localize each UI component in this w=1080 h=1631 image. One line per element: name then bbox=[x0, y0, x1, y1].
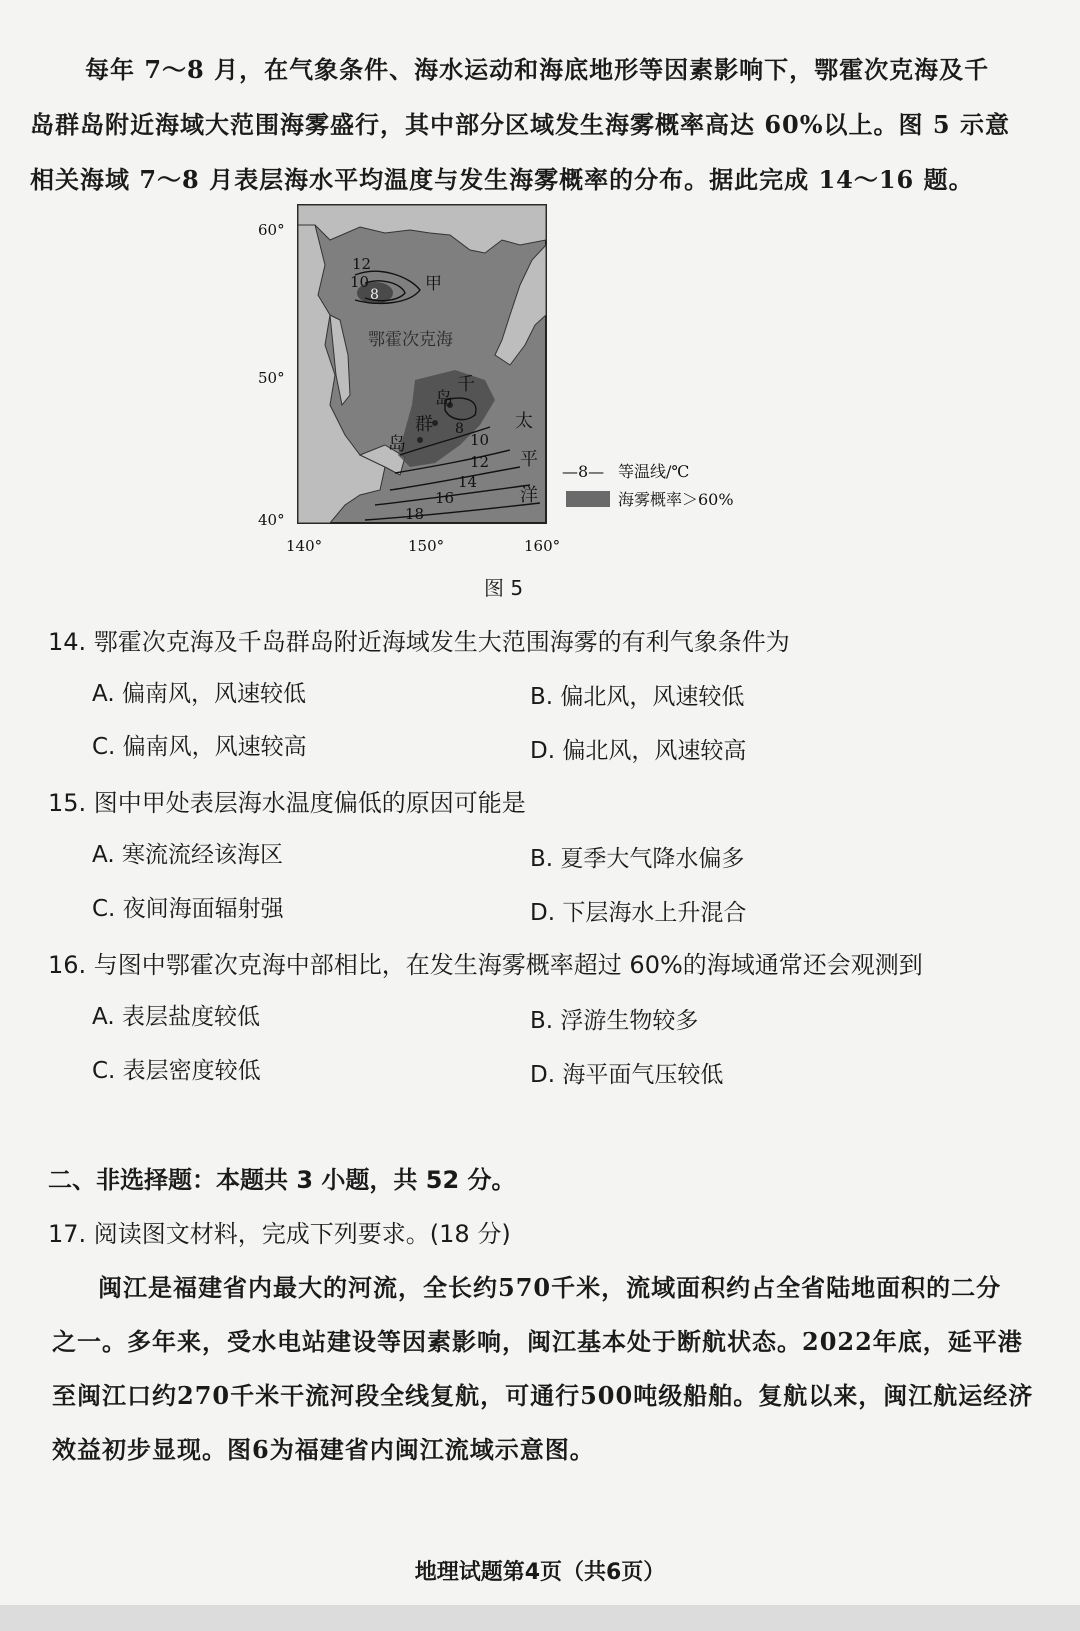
legend-fog-swatch bbox=[566, 491, 610, 507]
q17-line-2: 之一。多年来，受水电站建设等因素影响，闽江基本处于断航状态。2022年底，延平港 bbox=[52, 1327, 1023, 1356]
isotherm-label: 12 bbox=[352, 255, 372, 273]
island-char: 岛 bbox=[435, 389, 453, 410]
isotherm-label: 10 bbox=[470, 431, 490, 449]
q15-option-c: C. 夜间海面辐射强 bbox=[92, 896, 284, 922]
q15-option-d: D. 下层海水上升混合 bbox=[530, 900, 747, 926]
ocean-char: 平 bbox=[520, 449, 538, 470]
lat-label: 50° bbox=[258, 369, 285, 387]
isotherm-label: 16 bbox=[435, 489, 455, 507]
isotherm-label: 8 bbox=[455, 421, 464, 437]
ocean-char: 洋 bbox=[520, 485, 538, 506]
q14-option-d: D. 偏北风，风速较高 bbox=[530, 738, 747, 764]
isotherm-label: 14 bbox=[458, 473, 478, 491]
q16-option-a: A. 表层盐度较低 bbox=[92, 1004, 260, 1030]
q14-option-c: C. 偏南风，风速较高 bbox=[92, 734, 307, 760]
question-15-stem: 15. 图中甲处表层海水温度偏低的原因可能是 bbox=[48, 789, 526, 817]
island-char: 千 bbox=[457, 374, 475, 395]
kuril-island-dot bbox=[417, 437, 423, 443]
island-char: 群 bbox=[415, 414, 433, 435]
lon-label: 160° bbox=[524, 537, 561, 555]
ocean-char: 太 bbox=[515, 411, 533, 432]
isotherm-label: 8 bbox=[370, 287, 379, 303]
sea-name-okhotsk: 鄂霍次克海 bbox=[368, 330, 453, 350]
island-char: 岛 bbox=[388, 434, 406, 455]
figure-5-map bbox=[258, 205, 790, 580]
intro-line-1: 每年 7～8 月，在气象条件、海水运动和海底地形等因素影响下，鄂霍次克海及千 bbox=[85, 55, 990, 84]
lat-label: 60° bbox=[258, 221, 285, 239]
lon-label: 140° bbox=[286, 537, 323, 555]
isotherm-label: 10 bbox=[350, 273, 370, 291]
q15-option-a: A. 寒流流经该海区 bbox=[92, 842, 283, 868]
q16-option-c: C. 表层密度较低 bbox=[92, 1058, 261, 1084]
q16-option-d: D. 海平面气压较低 bbox=[530, 1062, 724, 1088]
legend-fog-label: 海雾概率＞60% bbox=[618, 490, 734, 509]
q14-option-b: B. 偏北风，风速较低 bbox=[530, 684, 745, 710]
q16-option-b: B. 浮游生物较多 bbox=[530, 1008, 699, 1034]
section-2-heading: 二、非选择题：本题共 3 小题，共 52 分。 bbox=[48, 1166, 516, 1194]
question-16-stem: 16. 与图中鄂霍次克海中部相比，在发生海雾概率超过 60%的海域通常还会观测到 bbox=[48, 951, 923, 979]
page-footer: 地理试题第4页（共6页） bbox=[414, 1560, 666, 1585]
isotherm-label: 12 bbox=[470, 453, 490, 471]
scan-bottom-edge bbox=[0, 1605, 1080, 1631]
isotherm-label: 18 bbox=[405, 505, 425, 523]
q14-option-a: A. 偏南风，风速较低 bbox=[92, 681, 306, 707]
question-14-stem: 14. 鄂霍次克海及千岛群岛附近海域发生大范围海雾的有利气象条件为 bbox=[48, 628, 790, 656]
map-svg bbox=[258, 205, 790, 580]
q17-line-3: 至闽江口约270千米干流河段全线复航，可通行500吨级船舶。复航以来，闽江航运经济 bbox=[52, 1381, 1034, 1410]
legend-isotherm-symbol: —8— bbox=[562, 462, 605, 481]
figure-caption: 图 5 bbox=[484, 576, 524, 600]
q17-line-1: 闽江是福建省内最大的河流，全长约570千米，流域面积约占全省陆地面积的二分 bbox=[98, 1273, 1002, 1302]
q17-line-4: 效益初步显现。图6为福建省内闽江流域示意图。 bbox=[52, 1435, 595, 1464]
q15-option-b: B. 夏季大气降水偏多 bbox=[530, 846, 745, 872]
lon-label: 150° bbox=[408, 537, 445, 555]
intro-line-3: 相关海域 7～8 月表层海水平均温度与发生海雾概率的分布。据此完成 14～16 题。 bbox=[30, 165, 974, 194]
legend-isotherm-label: 等温线/℃ bbox=[618, 462, 690, 481]
question-17-stem: 17. 阅读图文材料，完成下列要求。(18 分) bbox=[48, 1220, 511, 1248]
place-jia: 甲 bbox=[425, 274, 442, 294]
intro-line-2: 岛群岛附近海域大范围海雾盛行，其中部分区域发生海雾概率高达 60%以上。图 5 示意 bbox=[30, 110, 1010, 139]
lat-label: 40° bbox=[258, 511, 285, 529]
